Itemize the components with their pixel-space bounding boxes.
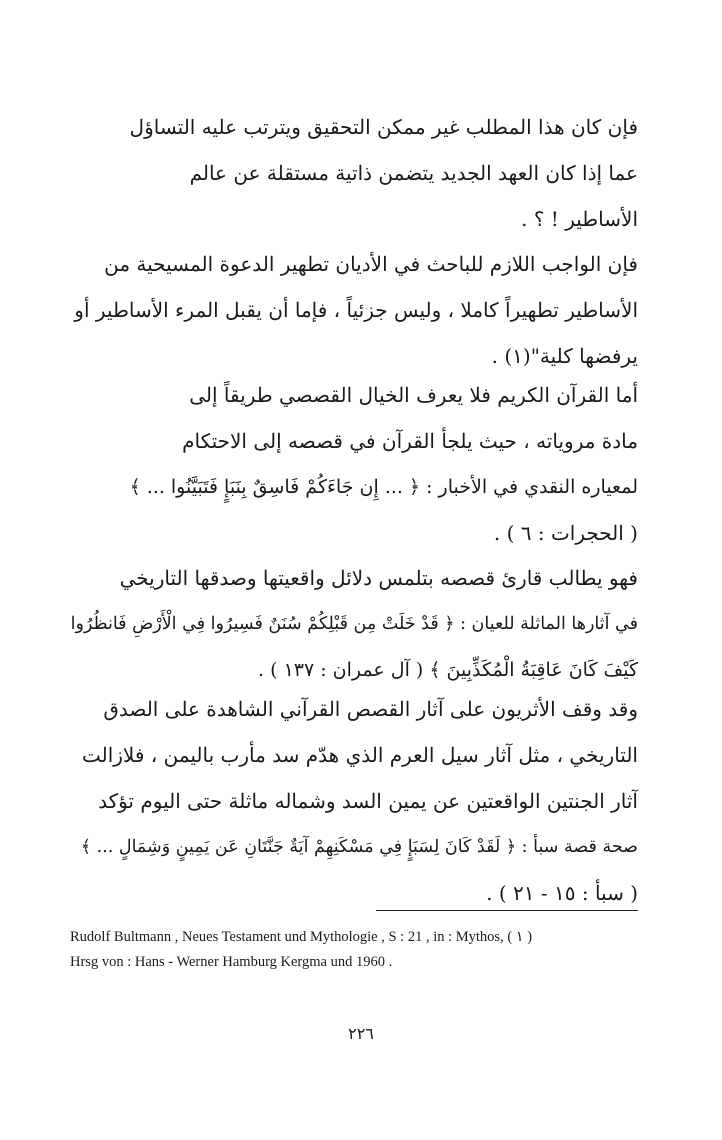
text-line: آثار الجنتين الواقعتين عن يمين السد وشماله ماثلة حتى اليوم تؤكد (98, 789, 638, 813)
text-line: ( سبأ : ١٥ - ٢١ ) . (486, 881, 638, 905)
paragraph-3 (70, 372, 638, 556)
text-line: صحة قصة سبأ : ﴿ لَقَدْ كَانَ لِسَبَإٍ فِي مَسْكَنِهِمْ آيَةٌ جَنَّتَانِ عَن يَمِينٍ وَشِمَالٍ ... ﴾ (80, 837, 638, 857)
text-line: وقد وقف الأثريون على آثار القصص القرآني الشاهدة على الصدق (103, 697, 638, 721)
footnote-line: Rudolf Bultmann , Neues Testament und Mythologie , S : 21 , in : Mythos, ( ١ ) (70, 929, 533, 945)
text-line: الأساطير تطهيراً كاملا ، وليس جزئياً ، فإما أن يقبل المرء الأساطير أو (74, 298, 638, 322)
text-line: يرفضها كلية"(١) . (491, 344, 638, 368)
text-line: فإن الواجب اللازم للباحث في الأديان تطهير الدعوة المسيحية من (104, 252, 638, 276)
footnote-line: Hrsg von : Hans - Werner Hamburg Kergma und 1960 . (70, 954, 393, 970)
footnote (70, 925, 638, 975)
text-line: في آثارها الماثلة للعيان : ﴿ قَدْ خَلَتْ مِن قَبْلِكُمْ سُنَنٌ فَسِيرُوا فِي الْأَرْضِ فَانظُرُوا (70, 614, 638, 634)
text-line: فهو يطالب قارئ قصصه بتلمس دلائل واقعيتها وصدقها التاريخي (119, 566, 638, 590)
text-line: لمعياره النقدي في الأخبار : ﴿ ... إِن جَاءَكُمْ فَاسِقٌ بِنَبَإٍ فَتَبَيَّنُوا ... ﴾ (129, 476, 638, 498)
text-line: التاريخي ، مثل آثار سيل العرم الذي هدّم سد مأرب باليمن ، فلازالت (81, 743, 638, 767)
text-line: مادة مروياته ، حيث يلجأ القرآن في قصصه إلى الاحتكام (182, 429, 638, 453)
text-line: فإن كان هذا المطلب غير ممكن التحقيق ويترتب عليه التساؤل (129, 115, 638, 139)
paragraph-5 (70, 686, 638, 916)
text-line: أما القرآن الكريم فلا يعرف الخيال القصصي طريقاً إلى (189, 383, 638, 407)
text-line: كَيْفَ كَانَ عَاقِبَةُ الْمُكَذِّبِينَ ﴾ ( آل عمران : ١٣٧ ) . (258, 659, 638, 681)
page-number: ٢٢٦ (348, 1024, 374, 1043)
paragraph-1 (70, 104, 638, 242)
text-line: عما إذا كان العهد الجديد يتضمن ذاتية مستقلة عن عالم (189, 161, 638, 185)
paragraph-2 (70, 241, 638, 379)
paragraph-4 (70, 555, 638, 693)
text-line: ( الحجرات : ٦ ) . (493, 521, 638, 545)
footnote-separator (376, 910, 638, 911)
text-line: الأساطير ! ؟ . (521, 207, 638, 231)
